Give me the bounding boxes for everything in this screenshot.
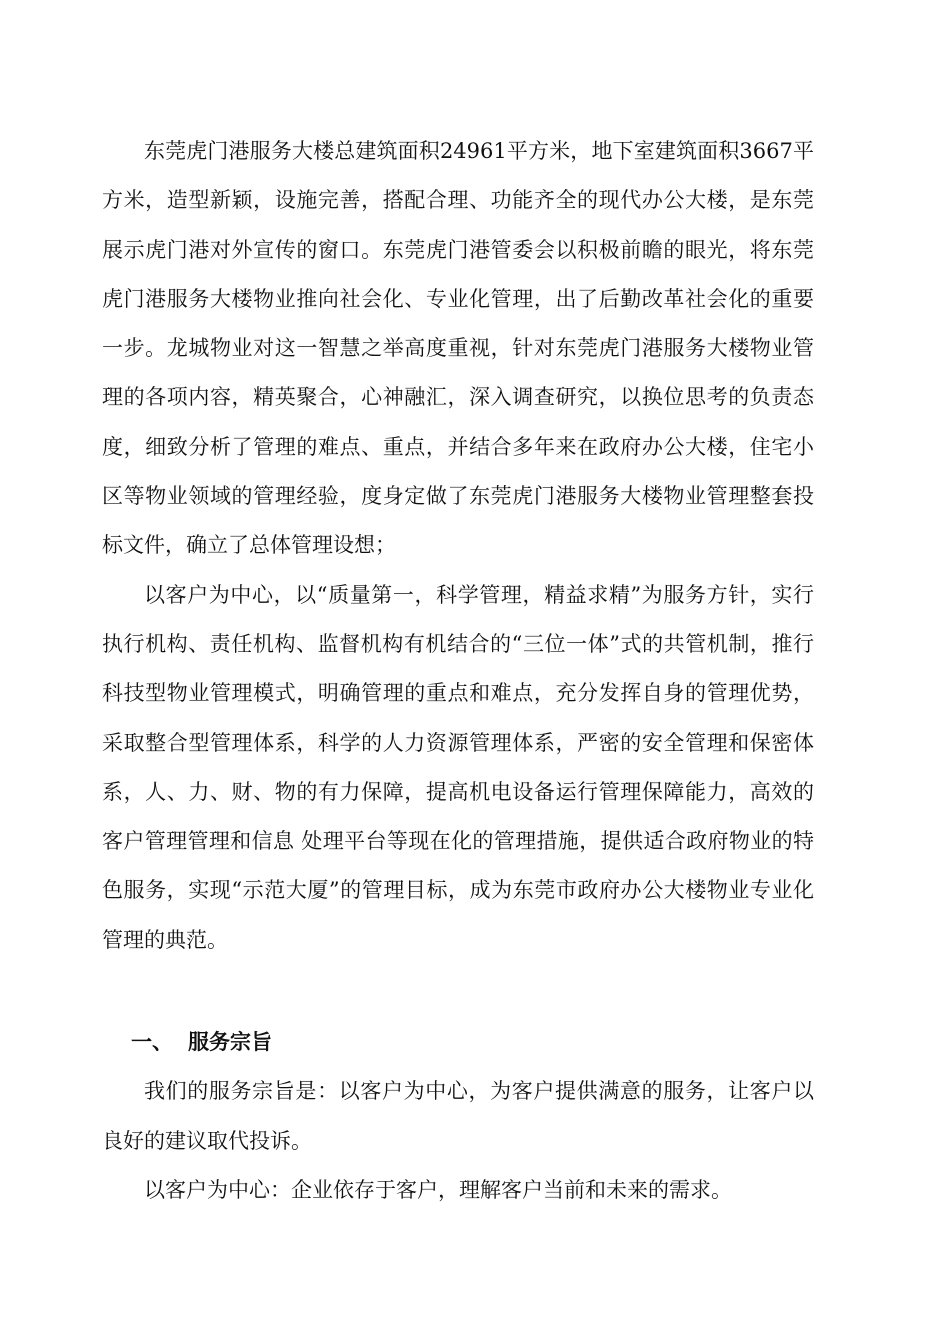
section-paragraph-1: 我们的服务宗旨是：以客户为中心，为客户提供满意的服务，让客户以良好的建议取代投诉。 — [102, 1079, 814, 1153]
intro-paragraph-1: 东莞虎门港服务大楼总建筑面积24961平方米，地下室建筑面积3667平方米，造型新颖，设施完善，搭配合理、功能齐全的现代办公大楼，是东莞展示虎门港对外宣传的窗口。东莞虎门港管委会以积极前瞻的眼光，将东莞虎门港服务大楼物业推向社会化、专业化管理，出了后勤改革社会化的重要一步。龙城物业对这一智慧之举高度重视，针对东莞虎门港服务大楼物业管理的各项内容，精英聚合，心神融汇，深入调查研究，以换位思考的负责态度，细致分析了管理的难点、重点，并结合多年来在政府办公大楼，住宅小区等物业领域的管理经验，度身定做了东莞虎门港服务大楼物业管理整套投标文件，确立了总体管理设想； — [102, 139, 814, 558]
section-heading — [102, 1018, 814, 1067]
section-title: 服务宗旨 — [188, 1030, 272, 1055]
document-body — [102, 127, 814, 1215]
section-paragraph-2: 以客户为中心：企业依存于客户，理解客户当前和未来的需求。 — [144, 1177, 732, 1202]
section-number: 一、 — [131, 1030, 173, 1055]
intro-paragraph-2: 以客户为中心，以“质量第一，科学管理，精益求精”为服务方针，实行执行机构、责任机构、监督机构有机结合的“三位一体”式的共管机制，推行科技型物业管理模式，明确管理的重点和难点，充分发挥自身的管理优势，采取整合型管理体系，科学的人力资源管理体系，严密的安全管理和保密体系，人、力、财、物的有力保障，提高机电设备运行管理保障能力，高效的客户管理管理和信息 处理平台等现在化的管理措施，提供适合政府物业的特色服务，实现“示范大厦”的管理目标，成为东莞市政府办公大楼物业专业化管理的典范。 — [102, 582, 814, 952]
